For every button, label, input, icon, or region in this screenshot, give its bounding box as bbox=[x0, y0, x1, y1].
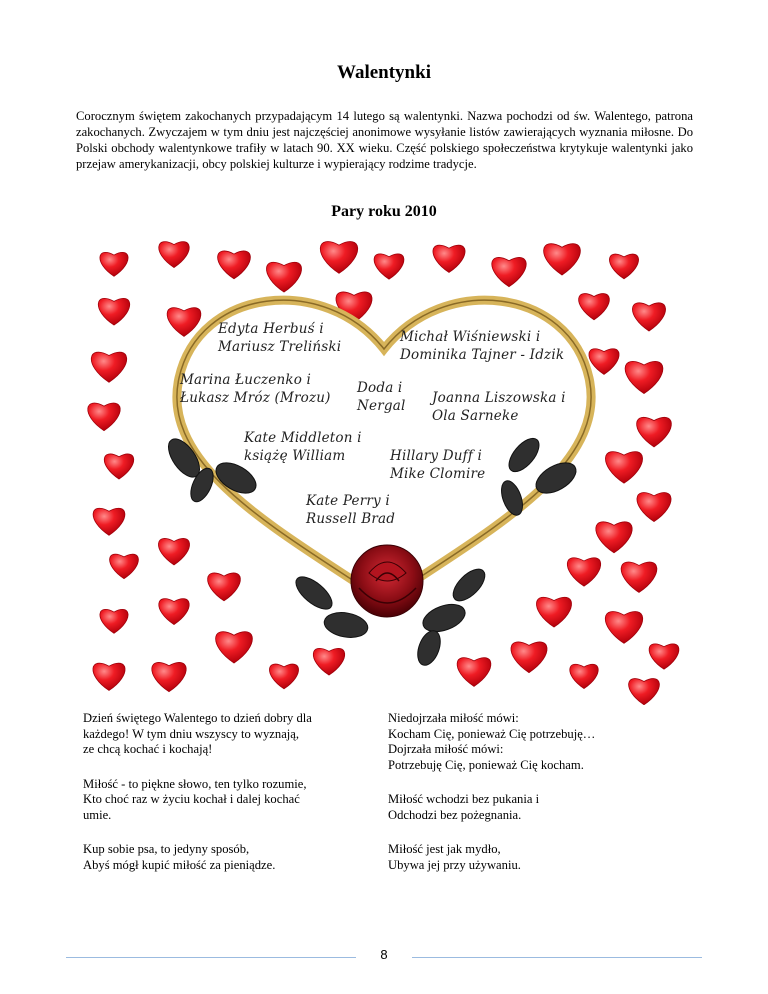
heart-icon bbox=[266, 262, 301, 292]
heart-icon bbox=[605, 612, 642, 644]
heart-icon bbox=[104, 454, 133, 479]
heart-icon bbox=[159, 242, 189, 268]
heart-icon bbox=[457, 658, 491, 687]
couple-7: Hillary Duff i Mike Clomire bbox=[390, 448, 486, 482]
heart-icon bbox=[492, 257, 526, 286]
heart-icon bbox=[637, 417, 672, 447]
quote-paragraph: Miłość jest jak mydło, Ubywa jej przy używaniu. bbox=[388, 842, 521, 872]
couple-6: Kate Middleton i książę William bbox=[244, 430, 362, 464]
heart-icon bbox=[589, 349, 619, 375]
couple-4: Doda i Nergal bbox=[357, 380, 406, 414]
hearts-illustration bbox=[84, 233, 684, 705]
intro-paragraph: Corocznym świętem zakochanych przypadającym 14 lutego są walentynki. Nazwa pochodzi od św. Walentego, patrona zakochanych. Zwyczajem w tym dniu jest najczęściej anonimowe wysyłanie listów zawierających wyznania miłosne. Do Polski obchody walentynkowe trafiły w latach 90. XX wieku. Część polskiego społeczeństwa krytykuje walentynki jako przejaw amerykanizacji, obcy polskiej kulturze i wypierający rodzime tradycje. bbox=[76, 109, 693, 171]
heart-icon bbox=[98, 298, 129, 325]
couple-1: Edyta Herbuś i Mariusz Treliński bbox=[218, 321, 342, 355]
heart-icon bbox=[216, 632, 253, 663]
heart-icon bbox=[511, 642, 547, 673]
heart-icon bbox=[159, 599, 189, 625]
heart-icon bbox=[596, 522, 632, 553]
couple-2: Michał Wiśniewski i Dominika Tajner - Idzik bbox=[400, 329, 565, 363]
heart-icon bbox=[374, 254, 404, 279]
right-quotes-column bbox=[388, 711, 688, 892]
quote-paragraph: Niedojrzała miłość mówi: Kocham Cię, ponieważ Cię potrzebuję… Dojrzała miłość mówi: Potrzebuję Cię, ponieważ Cię kocham. bbox=[388, 711, 596, 772]
heart-icon bbox=[632, 303, 665, 331]
footer-divider-left bbox=[66, 957, 356, 958]
heart-icon bbox=[110, 554, 139, 578]
page-number: 8 bbox=[380, 947, 388, 962]
heart-icon bbox=[313, 648, 344, 675]
heart-icon bbox=[218, 251, 251, 279]
heart-icon bbox=[609, 254, 638, 279]
heart-icon bbox=[625, 361, 663, 393]
heart-icon bbox=[320, 242, 357, 274]
heart-icon bbox=[544, 244, 581, 275]
heart-icon bbox=[621, 562, 657, 592]
heart-icon bbox=[167, 308, 201, 337]
heart-icon bbox=[536, 597, 571, 627]
section-subtitle: Pary roku 2010 bbox=[331, 203, 437, 220]
heart-icon bbox=[629, 679, 660, 705]
couple-3: Marina Łuczenko i Łukasz Mróz (Mrozu) bbox=[180, 372, 331, 406]
heart-icon bbox=[269, 664, 298, 689]
quote-paragraph: Kup sobie psa, to jedyny sposób, Abyś mógł kupić miłość za pieniądze. bbox=[83, 842, 276, 872]
heart-icon bbox=[579, 294, 610, 320]
footer-divider-right bbox=[412, 957, 702, 958]
heart-icon bbox=[158, 538, 189, 564]
heart-icon bbox=[100, 609, 128, 633]
heart-icon bbox=[567, 558, 600, 586]
heart-icon bbox=[208, 573, 241, 601]
heart-icon bbox=[93, 663, 125, 690]
quote-paragraph: Miłość - to piękne słowo, ten tylko rozumie, Kto choć raz w życiu kochał i dalej kochać umie. bbox=[83, 776, 307, 822]
heart-icon bbox=[649, 644, 679, 669]
heart-icon bbox=[88, 403, 120, 431]
heart-icon bbox=[637, 493, 671, 522]
couple-5: Joanna Liszowska i Ola Sarneke bbox=[432, 390, 566, 424]
rose-decoration bbox=[351, 545, 423, 617]
quote-paragraph: Dzień świętego Walentego to dzień dobry dla każdego! W tym dniu wszyscy to wyznają, ze chcą kochać i kochają! bbox=[83, 711, 312, 756]
page-title: Walentynki bbox=[337, 62, 431, 83]
heart-icon bbox=[100, 252, 128, 276]
heart-icon bbox=[152, 662, 186, 691]
heart-icon bbox=[93, 508, 125, 535]
valentine-couples-poster bbox=[84, 233, 684, 705]
heart-icon bbox=[91, 352, 126, 382]
left-quotes-column bbox=[83, 711, 368, 892]
quote-paragraph: Miłość wchodzi bez pukania i Odchodzi bez pożegnania. bbox=[388, 792, 540, 822]
heart-icon bbox=[433, 245, 465, 272]
heart-icon bbox=[605, 452, 642, 484]
heart-icon bbox=[570, 664, 598, 688]
couple-8: Kate Perry i Russell Brad bbox=[306, 493, 396, 527]
